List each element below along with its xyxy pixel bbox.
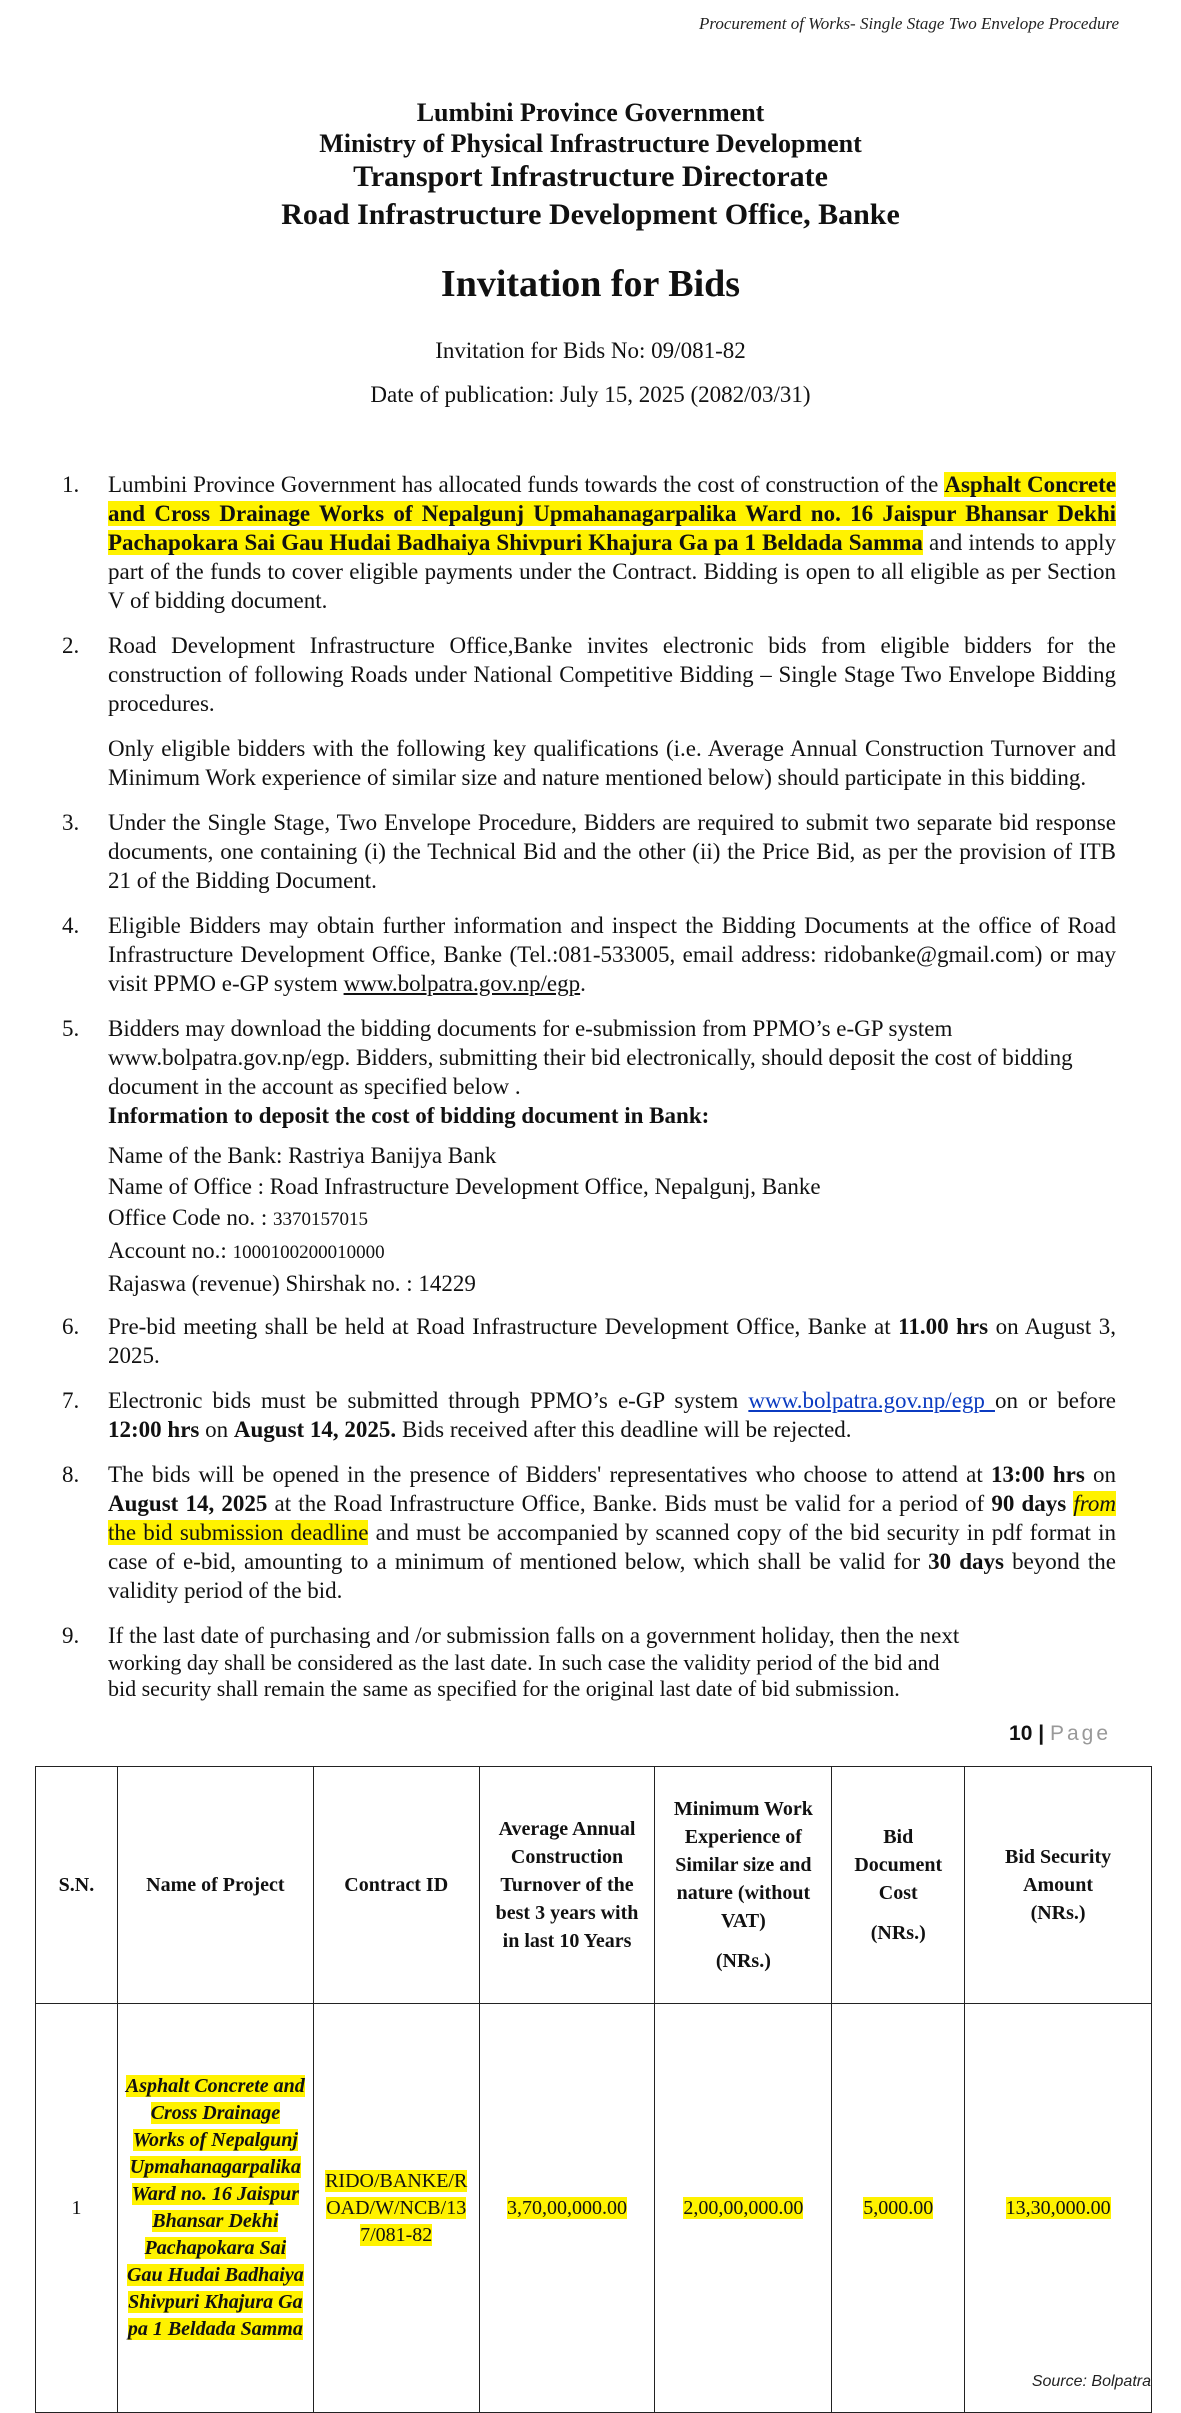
clause-text: Under the Single Stage, Two Envelope Procedure, Bidders are required to submit two separate bid response documents, one containing (i) the Technical Bid and the other (ii) the Price Bid, as per the provision of ITB 21 of the Bidding Document. xyxy=(108,810,1116,893)
deadline-highlight: the bid submission deadline xyxy=(108,1520,369,1545)
header-experience-unit: (NRs.) xyxy=(715,1950,771,1972)
clause-number: 8. xyxy=(62,1462,80,1487)
clause-9 xyxy=(62,1621,1116,1702)
clause-text xyxy=(108,1386,1116,1444)
bid-table xyxy=(35,1766,1152,2413)
egp-link[interactable]: www.bolpatra.gov.np/egp xyxy=(343,971,581,996)
clause-5 xyxy=(62,1014,1116,1299)
office-code-label: Office Code no. : xyxy=(108,1205,274,1230)
clause-text xyxy=(108,911,1116,998)
bank-info-heading: Information to deposit the cost of bidding document in Bank: xyxy=(108,1103,710,1128)
project-name-highlight: Asphalt Concrete and Cross Drainage Works of Nepalgunj Upmahanagarpalika Ward no. 16 Jaispur Bhansar Dekhi Pachapokara Sai Gau Hudai Badhaiya Shivpuri Khajura Ga pa 1 Beldada Samma xyxy=(108,472,1116,555)
clause-7 xyxy=(62,1386,1116,1444)
submission-date: August 14, 2025. xyxy=(233,1417,397,1442)
clause-text-part: The bids will be opened in the presence of Bidders' representatives who choose to attend at xyxy=(108,1462,991,1487)
clause-number: 5. xyxy=(62,1016,80,1041)
clause-number: 1. xyxy=(62,472,80,497)
clause-text: bid security shall remain the same as specified for the original last date of bid submission. xyxy=(108,1676,900,1701)
clause-text: Road Development Infrastructure Office,Banke invites electronic bids from eligible bidders for the construction of following Roads under National Competitive Bidding – Single Stage Two Envelope Bidding procedures. xyxy=(108,633,1116,716)
publication-date: Date of publication: July 15, 2025 (2082/03/31) xyxy=(370,382,811,407)
clause-text: If the last date of purchasing and /or submission falls on a government holiday, then the next xyxy=(108,1623,960,1648)
account-number xyxy=(108,1235,1116,1268)
clause-text-part: and must be accompanied by scanned copy of the bid security in pdf format in case of e-bid, amounting to a minimum of mentioned below, which shall be valid for xyxy=(108,1520,1116,1574)
clause-text-part: Lumbini Province Government has allocated funds towards the cost of construction of the xyxy=(108,472,945,497)
header-contract-id: Contract ID xyxy=(313,1767,479,2004)
opening-time: 13:00 hrs xyxy=(990,1462,1085,1487)
clause-text-part: on xyxy=(199,1417,234,1442)
office-name: Road Infrastructure Development Office, Banke xyxy=(281,198,900,231)
header-doc-cost xyxy=(832,1767,965,2004)
clause-text-part: Eligible Bidders may obtain further information and inspect the Bidding Documents at the office of Road Infrastructure Development Office, Banke (Tel.:081-533005, email address: ridobanke@gmail.com) or may visit PPMO e-GP system xyxy=(108,913,1116,996)
clause-4 xyxy=(62,911,1116,998)
header-security xyxy=(965,1767,1152,2004)
office-code-value: 3370157015 xyxy=(273,1209,369,1230)
egp-link[interactable]: www.bolpatra.gov.np/egp xyxy=(748,1388,995,1413)
source-credit: Source: Bolpatra xyxy=(1031,2373,1151,2390)
header-experience xyxy=(655,1767,832,2004)
cell-sn: 1 xyxy=(36,2004,118,2413)
header-security-unit: (NRs.) xyxy=(1030,1902,1086,1924)
clause-text: working day shall be considered as the last date. In such case the validity period of the bid and xyxy=(108,1650,940,1675)
clause-3 xyxy=(62,808,1116,895)
ministry-name: Ministry of Physical Infrastructure Development xyxy=(319,129,862,158)
cell-doc-cost xyxy=(832,2004,965,2413)
cell-security xyxy=(965,2004,1152,2413)
page-title: Invitation for Bids xyxy=(440,263,741,305)
page-number-value: 10 xyxy=(1009,1722,1033,1745)
table-row xyxy=(36,2004,1152,2413)
table-header-row xyxy=(36,1767,1152,2004)
cell-contract-id xyxy=(313,2004,479,2413)
clause-text: Only eligible bidders with the following key qualifications (i.e. Average Annual Construction Turnover and Minimum Work experience of similar size and nature mentioned below) should participate in this bidding. xyxy=(108,736,1116,790)
clause-1 xyxy=(62,470,1116,615)
cell-security-text: 13,30,000.00 xyxy=(1005,2196,1111,2219)
submission-time: 12:00 hrs xyxy=(108,1417,200,1442)
clause-6 xyxy=(62,1312,1116,1370)
cell-experience xyxy=(655,2004,832,2413)
clause-text: Bidders may download the bidding documents for e-submission from PPMO’s e-GP system www.bolpatra.gov.np/egp. Bidders, submitting their bid electronically, should deposit the cost of bidding document in the account as specified below . xyxy=(108,1016,1073,1099)
clause-2 xyxy=(62,631,1116,792)
cell-experience-text: 2,00,00,000.00 xyxy=(683,2196,804,2219)
clause-8 xyxy=(62,1460,1116,1605)
clause-number: 7. xyxy=(62,1388,80,1413)
page-label: Page xyxy=(1049,1722,1111,1745)
clause-text-part: . xyxy=(580,971,586,996)
header-project: Name of Project xyxy=(117,1767,313,2004)
clause-text-part: at the Road Infrastructure Office, Banke. Bids must be valid for a period of xyxy=(267,1491,992,1516)
clause-number: 4. xyxy=(62,913,80,938)
bank-office-name: Name of Office : Road Infrastructure Development Office, Nepalgunj, Banke xyxy=(108,1174,821,1199)
opening-date: August 14, 2025 xyxy=(108,1491,268,1516)
cell-contract-id-text: RIDO/BANKE/ROAD/W/NCB/137/081-82 xyxy=(325,2169,468,2246)
cell-doc-cost-text: 5,000.00 xyxy=(863,2196,934,2219)
rajaswa-number: Rajaswa (revenue) Shirshak no. : 14229 xyxy=(108,1271,476,1296)
account-label: Account no.: xyxy=(108,1238,233,1263)
cell-project xyxy=(117,2004,313,2413)
clause-text xyxy=(108,470,1116,615)
header-turnover: Average Annual Construction Turnover of the best 3 years with in last 10 Years xyxy=(479,1767,655,2004)
prebid-time: 11.00 hrs xyxy=(898,1314,989,1339)
clause-number: 3. xyxy=(62,810,80,835)
clause-number: 2. xyxy=(62,633,80,658)
header-doc-cost-label: Bid Document Cost xyxy=(854,1826,943,1904)
header-security-label: Bid Security Amount xyxy=(1005,1846,1112,1896)
header-doc-cost-unit: (NRs.) xyxy=(870,1922,926,1944)
office-code xyxy=(108,1202,1116,1235)
clause-text-part: on August 3, 2025. xyxy=(108,1314,1116,1368)
government-name: Lumbini Province Government xyxy=(416,98,765,127)
clause-text-part: beyond the validity period of the bid. xyxy=(108,1549,1117,1603)
clause-number: 9. xyxy=(62,1623,80,1648)
header-sn: S.N. xyxy=(36,1767,118,2004)
cell-turnover-text: 3,70,00,000.00 xyxy=(507,2196,627,2219)
clause-text-part: on or before xyxy=(994,1388,1116,1413)
clauses xyxy=(62,470,1116,1702)
clause-text-part: Bids received after this deadline will be rejected. xyxy=(396,1417,852,1442)
bank-info xyxy=(108,1140,1116,1299)
page-number: 10 | Page xyxy=(1009,1722,1111,1745)
clause-text xyxy=(108,1312,1116,1370)
cell-turnover xyxy=(479,2004,655,2413)
clause-text-part: Electronic bids must be submitted through PPMO’s e-GP system xyxy=(108,1388,749,1413)
validity-days: 90 days xyxy=(991,1491,1067,1516)
clause-text-part: Pre-bid meeting shall be held at Road Infrastructure Development Office, Banke at xyxy=(108,1314,899,1339)
running-header: Procurement of Works- Single Stage Two Envelope Procedure xyxy=(698,14,1119,33)
account-value: 1000100200010000 xyxy=(232,1242,385,1263)
header-experience-label: Minimum Work Experience of Similar size and nature (without VAT) xyxy=(673,1798,813,1932)
ifb-number: Invitation for Bids No: 09/081-82 xyxy=(435,338,746,363)
clause-text-part: on xyxy=(1084,1462,1117,1487)
security-validity-days: 30 days xyxy=(928,1549,1004,1574)
from-highlight: from xyxy=(1073,1491,1116,1516)
clause-text xyxy=(108,1460,1116,1605)
cell-project-text: Asphalt Concrete and Cross Drainage Works of Nepalgunj Upmahanagarpalika Ward no. 16 Jaispur Bhansar Dekhi Pachapokara Sai Gau Hudai Badhaiya Shivpuri Khajura Ga pa 1 Beldada Samma xyxy=(125,2075,305,2340)
bank-name: Name of the Bank: Rastriya Banijya Bank xyxy=(108,1143,497,1168)
directorate-name: Transport Infrastructure Directorate xyxy=(353,160,828,193)
clause-number: 6. xyxy=(62,1314,80,1339)
clause-text-part: and intends to apply part of the funds to cover eligible payments under the Contract. Bidding is open to all eligible as per Section V of bidding document. xyxy=(108,530,1116,613)
